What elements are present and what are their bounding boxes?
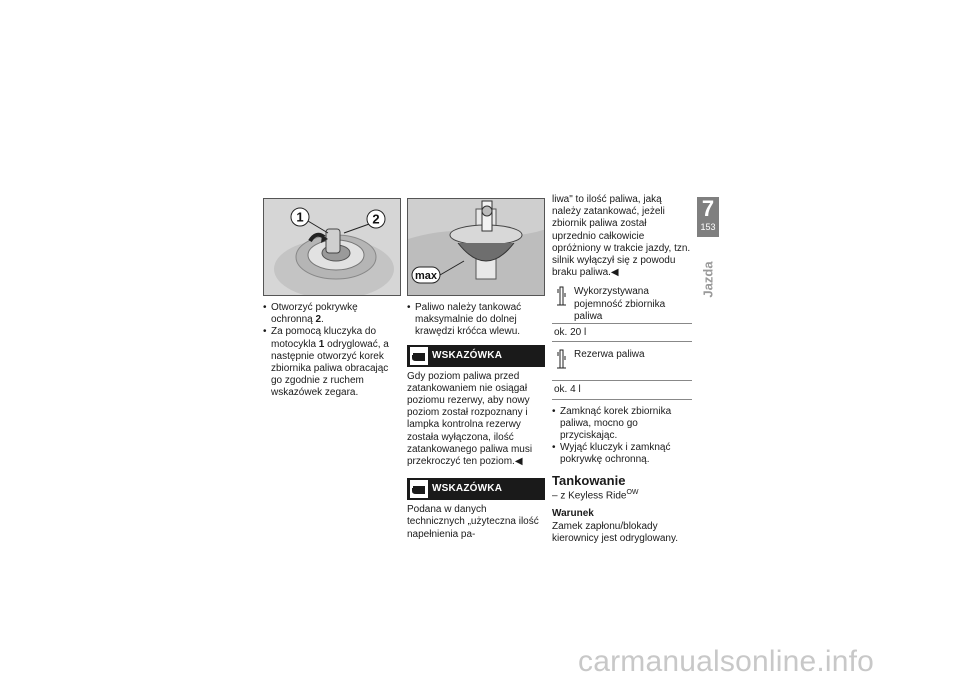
chapter-side-label bbox=[700, 250, 714, 310]
spec-label: Rezerwa paliwa bbox=[574, 349, 645, 361]
spec-block-capacity bbox=[552, 283, 692, 342]
hand-pointing-icon bbox=[410, 480, 428, 498]
reference-number: 2 bbox=[315, 314, 322, 326]
reference-number: 1 bbox=[318, 338, 325, 350]
note-header bbox=[407, 478, 545, 500]
continued-text: liwa" to ilość paliwa, jaką należy zatankować, jeżeli zbiornik paliwa został uprzednio całkowicie opróżniony w trakcie jazdy, tzn. silnik wyłączył się z powodu braku paliwa.◀ bbox=[552, 194, 691, 279]
page-number: 153 bbox=[700, 222, 716, 232]
note-label: WSKAZÓWKA bbox=[432, 483, 503, 495]
note-header bbox=[407, 345, 545, 367]
fuel-gauge-icon bbox=[552, 283, 574, 323]
watermark: carmanualsonline.info bbox=[578, 645, 875, 678]
spec-value: ok. 4 l bbox=[554, 384, 581, 396]
fuel-gauge-icon bbox=[552, 346, 574, 380]
fuel-cap-illustration bbox=[264, 199, 401, 296]
list-item: • Zamknąć korek zbiornika paliwa, mocno go przyciskając. bbox=[552, 406, 692, 443]
instruction-list-1 bbox=[263, 302, 401, 400]
hand-pointing-icon bbox=[410, 347, 428, 365]
spec-block-reserve bbox=[552, 346, 692, 399]
callout-2: 2 bbox=[372, 211, 380, 227]
list-item: • Paliwo należy tankować maksymalnie do dolnej krawędzi króćca wlewu. bbox=[407, 302, 545, 339]
column-2 bbox=[407, 198, 545, 541]
chapter-tab bbox=[697, 197, 719, 237]
chapter-title: Jazda bbox=[700, 261, 716, 298]
spec-value: ok. 20 l bbox=[554, 327, 587, 339]
filler-neck-photo bbox=[407, 198, 545, 296]
section-title: Tankowanie bbox=[552, 472, 626, 488]
fuel-cap-photo bbox=[263, 198, 401, 296]
precondition-text: Zamek zapłonu/blokady kierownicy jest odryglowany. bbox=[552, 520, 678, 544]
instruction-list-2 bbox=[407, 302, 545, 339]
chapter-number: 7 bbox=[701, 196, 715, 221]
instruction-list-3 bbox=[552, 406, 692, 467]
callout-1: 1 bbox=[296, 209, 304, 225]
precondition-title: Warunek bbox=[552, 508, 594, 520]
list-item: • Otworzyć pokrywkę ochronną 2. bbox=[263, 302, 401, 326]
spec-label: Wykorzystywana pojemność zbiornika paliwa bbox=[574, 286, 666, 322]
list-item: • Za pomocą kluczyka do motocykla 1 odryglować, a następnie otworzyć korek zbiornika paliwa obracając go zgodnie z ruchem wskazówek zegara. bbox=[263, 326, 401, 399]
column-1 bbox=[263, 198, 401, 400]
column-3 bbox=[552, 194, 692, 545]
max-label: max bbox=[414, 270, 438, 282]
option-superscript: OW bbox=[626, 488, 639, 496]
note-label: WSKAZÓWKA bbox=[432, 349, 503, 361]
note-text: Podana w danych technicznych „użyteczna ilość napełnienia pa- bbox=[407, 504, 539, 540]
filler-neck-illustration bbox=[408, 199, 545, 296]
section-subtitle: – z Keyless Ride$^{OW}$ bbox=[552, 488, 639, 502]
list-item: • Wyjąć kluczyk i zamknąć pokrywkę ochronną. bbox=[552, 442, 692, 466]
note-text: Gdy poziom paliwa przed zatankowaniem nie osiągał poziomu rezerwy, aby nowy poziom został rozpoznany i lampka kontrolna rezerwy została wyłączona, ilość zatankowanego paliwa musi przekroczyć ten poziom.◀ bbox=[407, 370, 533, 468]
